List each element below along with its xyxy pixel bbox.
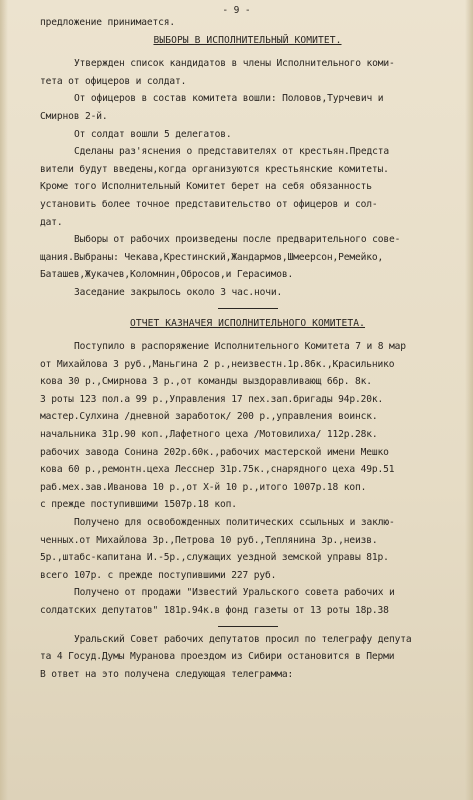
text-line: та 4 Госуд.Думы Муранова проездом из Сибири остановится в Перми — [40, 651, 395, 663]
section-heading-elections: ВЫБОРЫ В ИСПОЛНИТЕЛЬНЫЙ КОМИТЕТ. — [153, 34, 342, 46]
text-line: Утвержден список кандидатов в члены Исполнительного коми- — [74, 58, 395, 70]
text-line: Выборы от рабочих произведены после предварительного сове- — [74, 234, 401, 246]
text-line: начальника 31р.90 коп.,Лафетного цеха /Мотовилиха/ 112р.28к. — [40, 429, 378, 441]
page-right-edge-shadow — [465, 0, 473, 800]
text-line: вители будут введены,когда организуются крестьянские комитеты. — [40, 163, 389, 175]
text-line: От офицеров в состав комитета вошли: Половов,Турчевич и — [74, 93, 384, 105]
text-line: дат. — [40, 216, 63, 228]
text-line: Заседание закрылось около 3 час.ночи. — [74, 286, 283, 298]
text-line: солдатских депутатов" 181р.94к.в фонд газеты от 13 роты 18р.38 — [40, 605, 389, 616]
text-line: раб.мех.зав.Иванова 10 р.,от Х-й 10 р.,итого 1007р.18 коп. — [40, 481, 367, 493]
text-line: Баташев,Жукачев,Коломнин,Обросов,и Герасимов. — [40, 269, 294, 281]
text-line: щания.Выбраны: Чекава,Крестинский,Жандармов,Шмеерсон,Ремейко, — [40, 251, 384, 263]
text-line: от Михайлова 3 руб.,Маньгина 2 р.,неизвестн.1р.86к.,Красильнико — [40, 358, 395, 370]
page-number: - 9 - — [222, 5, 251, 16]
page-left-edge-shadow — [0, 0, 8, 800]
text-line: Кроме того Исполнительный Комитет берет на себя обязанность — [40, 181, 372, 193]
text-line: Получено для освобожденных политических ссыльных и заклю- — [74, 517, 395, 529]
text-line: От солдат вошли 5 делегатов. — [74, 128, 232, 140]
text-line: Получено от продажи "Известий Уральского совета рабочих и — [74, 587, 395, 599]
section-heading-treasurer-report: ОТЧЕТ КАЗНАЧЕЯ ИСПОЛНИТЕЛЬНОГО КОМИТЕТА. — [129, 317, 366, 329]
text-line: установить более точное представительство от офицеров и сол- — [40, 198, 378, 210]
text-line: тета от офицеров и солдат. — [40, 75, 187, 87]
text-line: мастер.Сулхина /дневной заработок/ 200 р.,управления воинск. — [40, 411, 378, 423]
text-line: Сделаны раз'яснения о представителях от крестьян.Предста — [74, 146, 390, 158]
text-line: с прежде поступившими 1507р.18 коп. — [40, 499, 237, 511]
text-line: ченных.от Михайлова 3р.,Петрова 10 руб.,Теплянина 3р.,неизв. — [40, 534, 378, 546]
text-line: Уральский Совет рабочих депутатов просил по телеграфу депута — [74, 633, 412, 645]
text-line: 3 роты 123 пол.а 99 р.,Управления 17 пех.зап.бригады 94р.20к. — [40, 393, 384, 405]
text-line: Поступило в распоряжение Исполнительного Комитета 7 и 8 мар — [74, 341, 406, 353]
text-line: рабочих завода Сонина 202р.60к.,рабочих мастерской имени Мешко — [40, 446, 389, 458]
text-line: 5р.,штабс-капитана И.-5р.,служащих уездной земской управы 81р. — [40, 552, 389, 564]
text-line: В ответ на это получена следующая телеграмма: — [40, 668, 294, 680]
text-line: всего 107р. с прежде поступившими 227 руб. — [40, 569, 277, 581]
text-line: кова 30 р.,Смирнова 3 р.,от команды выздоравливающ 66р. 8к. — [40, 376, 372, 388]
text-line: Смирнов 2-й. — [40, 110, 108, 122]
text-line: предложение принимается. — [40, 17, 176, 28]
text-line: кова 60 р.,ремонтн.цеха Лесснер 31р.75к.,снарядного цеха 49р.51 — [40, 464, 395, 476]
